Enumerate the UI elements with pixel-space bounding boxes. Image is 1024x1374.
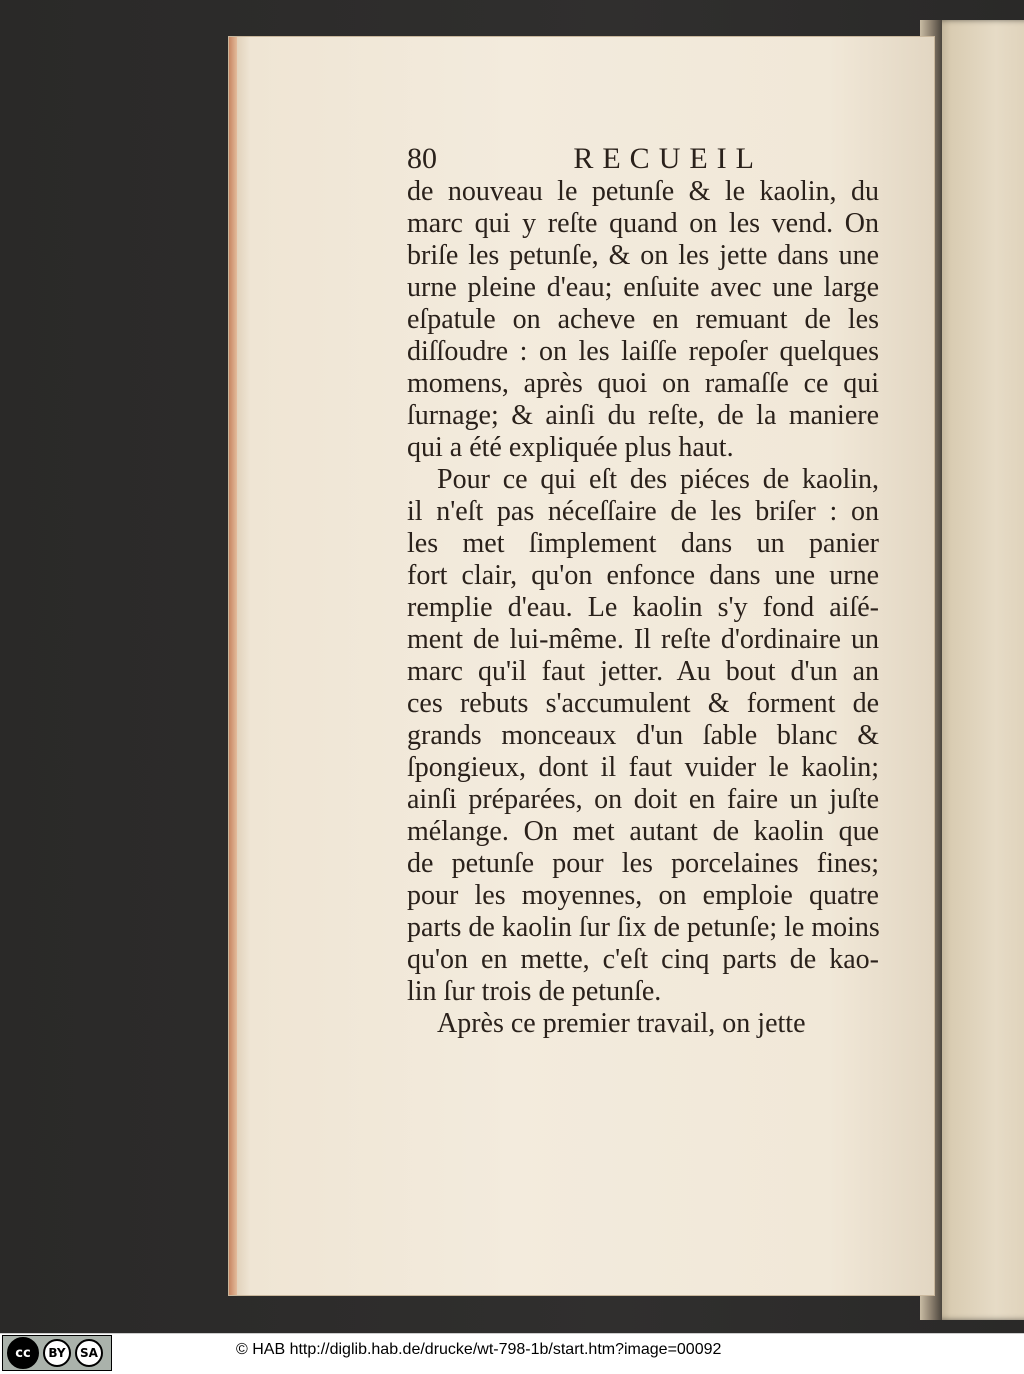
text-line: mélange. On met autant de kaolin que: [407, 816, 879, 847]
running-head: RECUEIL: [573, 142, 763, 175]
page-red-edge: [229, 37, 237, 1295]
sa-share-alike-icon: SA: [75, 1339, 103, 1367]
text-line: marc qu'il faut jetter. Au bout d'un an: [407, 656, 879, 687]
page-number: 80: [407, 142, 437, 175]
text-line: il n'eſt pas néceſſaire de les briſer : on: [407, 496, 879, 527]
text-line: ſurnage; & ainſi du reſte, de la maniere: [407, 400, 879, 431]
text-line: marc qui y reſte quand on les vend. On: [407, 208, 879, 239]
text-line: de petunſe pour les porcelaines fines;: [407, 848, 879, 879]
text-line: momens, après quoi on ramaſſe ce qui: [407, 368, 879, 399]
text-line: eſpatule on acheve en remuant de les: [407, 304, 879, 335]
text-line: remplie d'eau. Le kaolin s'y fond aiſé-: [407, 592, 879, 623]
cc-license-badge[interactable]: [2, 1335, 112, 1371]
page-header: [407, 140, 879, 176]
text-line: ſpongieux, dont il faut vuider le kaolin;: [407, 752, 879, 783]
next-page-edge: [936, 20, 1024, 1320]
text-line: qu'on en mette, c'eſt cinq parts de kao-: [407, 944, 879, 975]
by-attribution-icon: BY: [43, 1339, 71, 1367]
text-line: ces rebuts s'accumulent & forment de: [407, 688, 879, 719]
text-line: parts de kaolin ſur ſix de petunſe; le moins: [407, 912, 880, 943]
text-line: Après ce premier travail, on jette: [437, 1008, 806, 1039]
text-line: ment de lui-même. Il reſte d'ordinaire un: [407, 624, 879, 655]
text-line: qui a été expliquée plus haut.: [407, 432, 734, 463]
text-line: ainſi préparées, on doit en faire un juſte: [407, 784, 879, 815]
page-text-block: [407, 140, 879, 1040]
text-line: de nouveau le petunſe & le kaolin, du: [407, 176, 879, 207]
text-line: Pour ce qui eſt des piéces de kaolin,: [437, 464, 879, 495]
text-line: pour les moyennes, on emploie quatre: [407, 880, 879, 911]
text-line: fort clair, qu'on enfonce dans une urne: [407, 560, 879, 591]
text-line: urne pleine d'eau; enſuite avec une large: [407, 272, 879, 303]
text-line: les met ſimplement dans un panier: [407, 528, 879, 559]
text-line: lin ſur trois de petunſe.: [407, 976, 662, 1007]
text-lines: [407, 176, 879, 1040]
text-line: grands monceaux d'un ſable blanc &: [407, 720, 879, 751]
text-line: briſe les petunſe, & on les jette dans une: [407, 240, 879, 271]
cc-icon: cc: [7, 1337, 39, 1369]
text-line: diſſoudre : on les laiſſe repoſer quelques: [407, 336, 879, 367]
credit-text: © HAB http://diglib.hab.de/drucke/wt-798-1b/start.htm?image=00092: [236, 1341, 722, 1358]
